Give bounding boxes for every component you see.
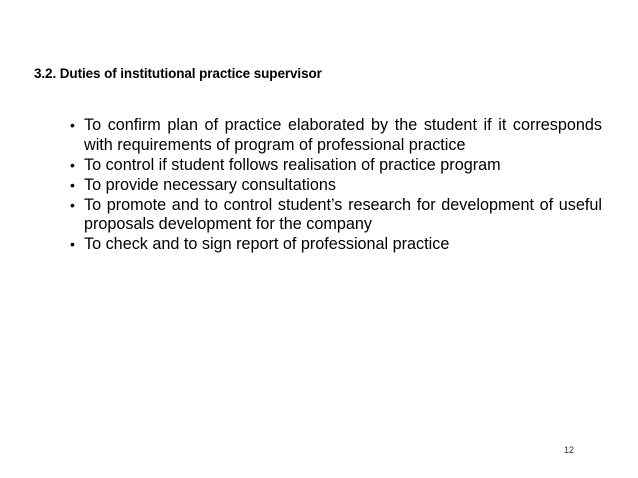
bullet-text: To control if student follows realisation of practice program bbox=[84, 155, 501, 174]
slide-heading: 3.2. Duties of institutional practice supervisor bbox=[34, 66, 322, 81]
bullet-item bbox=[70, 235, 602, 255]
bullet-list bbox=[70, 116, 602, 255]
bullet-marker: • bbox=[70, 176, 75, 193]
bullet-item bbox=[70, 156, 602, 176]
bullet-marker: • bbox=[70, 156, 75, 173]
bullet-text: To check and to sign report of professional practice bbox=[84, 235, 450, 253]
bullet-text: To promote and to control student’s research for development of useful proposals development for the company bbox=[84, 195, 602, 233]
bullet-text: To confirm plan of practice elaborated by the student if it corresponds with requirements of program of professional practice bbox=[84, 116, 602, 154]
bullet-marker: • bbox=[70, 117, 75, 133]
bullet-item bbox=[70, 116, 602, 155]
page-number: 12 bbox=[564, 445, 575, 455]
bullet-marker: • bbox=[70, 236, 75, 252]
bullet-item bbox=[70, 176, 602, 196]
bullet-item bbox=[70, 196, 602, 235]
bullet-marker: • bbox=[70, 196, 75, 213]
bullet-text: To provide necessary consultations bbox=[84, 175, 336, 194]
